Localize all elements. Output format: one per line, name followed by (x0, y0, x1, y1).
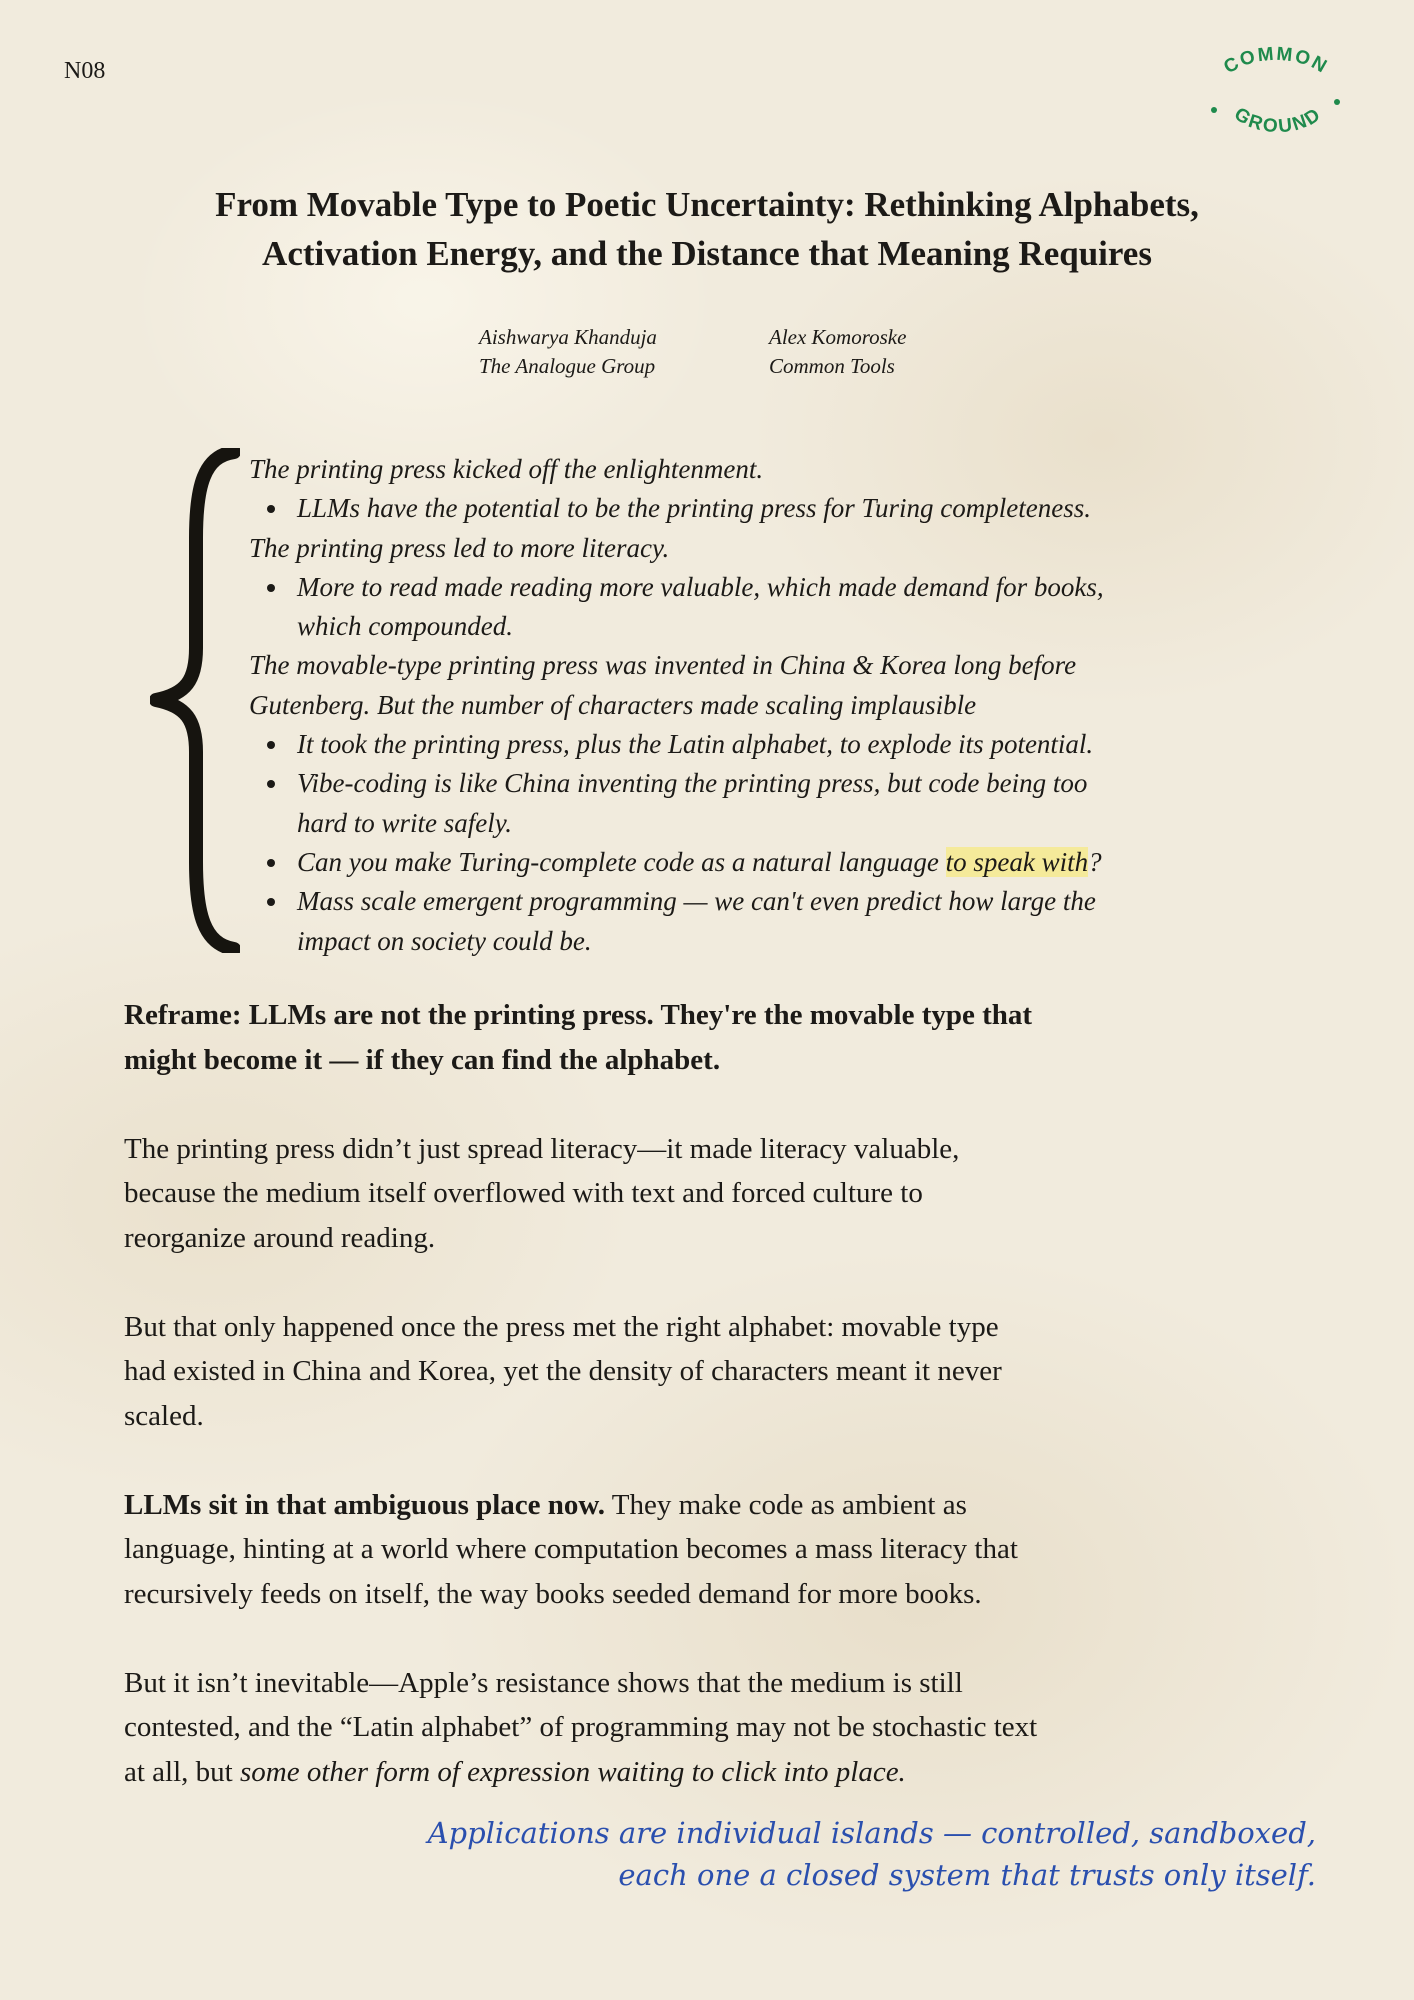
paragraph-2 (124, 1305, 1304, 1439)
note-line: The printing press led to more literacy. (249, 532, 670, 563)
note-bullet-text-cont: hard to write safely. (297, 807, 512, 838)
italic-phrase: some other form of expression waiting to click into place. (239, 1755, 906, 1788)
note-line (249, 646, 1299, 725)
note-bullet (249, 882, 1299, 961)
title-line-2: Activation Energy, and the Distance that Meaning Requires (262, 234, 1152, 273)
author-affiliation: Common Tools (769, 354, 895, 378)
paragraph-4 (124, 1661, 1304, 1795)
paragraph-1 (124, 1127, 1304, 1261)
paragraph-line: The printing press didn’t just spread literacy—it made literacy valuable, (124, 1132, 960, 1165)
paragraph-line: contested, and the “Latin alphabet” of programming may not be stochastic text (124, 1711, 1038, 1743)
author-affiliation: The Analogue Group (479, 354, 656, 378)
bold-lead-sentence: LLMs sit in that ambiguous place now. (124, 1488, 606, 1521)
note-bullet-text-cont: impact on society could be. (297, 925, 592, 956)
author-name: Alex Komoroske (769, 325, 907, 349)
paragraph-line: But that only happened once the press met the right alphabet: movable type (124, 1310, 999, 1343)
reframe-line: might become it — if they can find the alphabet. (124, 1043, 721, 1076)
note-bullet: It took the printing press, plus the Latin alphabet, to explode its potential. (249, 725, 1299, 764)
logo-dot-left (1211, 107, 1217, 113)
paragraph-line: because the medium itself overflowed with text and forced culture to (124, 1177, 923, 1209)
paper-title (90, 180, 1324, 278)
highlighted-text: to speak with (945, 846, 1089, 877)
reframe-paragraph (124, 993, 1304, 1082)
body-text (124, 993, 1304, 1794)
author-block-1 (479, 323, 657, 381)
note-bullet: LLMs have the potential to be the printing press for Turing completeness. (249, 489, 1299, 528)
note-line-text-cont: Gutenberg. But the number of characters made scaling implausible (249, 689, 977, 720)
note-bullet-text-cont: which compounded. (297, 611, 513, 642)
logo-top-text: COMMON (1220, 43, 1332, 79)
handwritten-note (330, 1812, 1316, 1896)
curly-brace-decoration (150, 448, 240, 953)
note-line: The printing press kicked off the enlightenment. (249, 454, 764, 484)
paragraph-line: language, hinting at a world where computation becomes a mass literacy that (124, 1533, 1018, 1565)
paragraph-line: reorganize around reading. (124, 1221, 436, 1254)
logo-dot-right (1334, 99, 1340, 105)
logo-bottom-text: GROUND (1230, 103, 1326, 138)
handwritten-line: Applications are individual islands — controlled, sandboxed, (427, 1816, 1316, 1850)
notes-list (249, 450, 1299, 961)
paragraph-line: But it isn’t inevitable—Apple’s resistance shows that the medium is still (124, 1666, 963, 1699)
handwritten-line: each one a closed system that trusts only itself. (618, 1858, 1316, 1892)
common-ground-logo (1200, 38, 1350, 138)
title-line-1: From Movable Type to Poetic Uncertainty: Rethinking Alphabets, (215, 185, 1199, 224)
note-bullet-text: More to read made reading more valuable, which made demand for books, (297, 571, 1104, 602)
paragraph-text: They make code as ambient as (605, 1488, 967, 1521)
page-number: N08 (64, 58, 106, 84)
paragraph-line: scaled. (124, 1399, 204, 1432)
paragraph-line: recursively feeds on itself, the way books seeded demand for more books. (124, 1577, 982, 1610)
note-bullet (249, 764, 1299, 843)
paragraph-text: at all, but (124, 1755, 240, 1788)
reframe-line: Reframe: LLMs are not the printing press. They're the movable type that (124, 999, 1033, 1031)
author-name: Aishwarya Khanduja (479, 325, 657, 349)
note-bullet-text: Vibe-coding is like China inventing the printing press, but code being too (297, 768, 1088, 799)
note-bullet-text: Can you make Turing-complete code as a natural language (297, 846, 946, 877)
paragraph-line (124, 1483, 1304, 1528)
paragraph-line (124, 1750, 1304, 1795)
author-block-2 (769, 323, 906, 381)
paragraph-line: had existed in China and Korea, yet the density of characters meant it never (124, 1355, 1002, 1387)
note-line-text: The movable-type printing press was invented in China & Korea long before (249, 650, 1077, 681)
note-bullet (249, 568, 1299, 647)
note-bullet-text-end: ? (1088, 846, 1102, 877)
paragraph-3 (124, 1483, 1304, 1617)
note-bullet (249, 843, 1299, 882)
note-bullet-text: Mass scale emergent programming — we can't even predict how large the (297, 886, 1096, 917)
